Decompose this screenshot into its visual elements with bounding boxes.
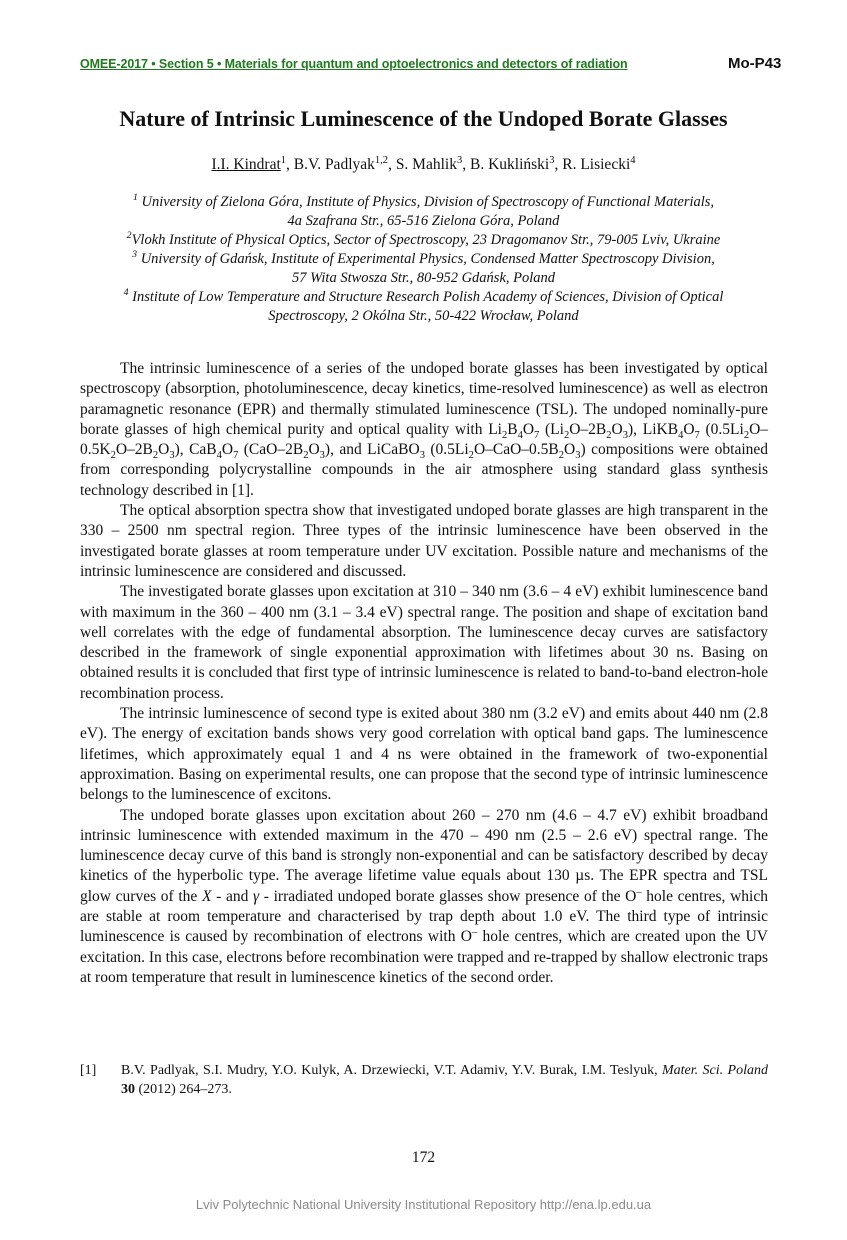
author-name: R. Lisiecki	[562, 156, 631, 173]
paragraph: The intrinsic luminescence of second type is exited about 380 nm (3.2 eV) and emits about 440 nm (2.8 eV). The energy of excitation bands shows very good correlation with optical band gaps. The luminescence lifetimes, which approximately equal 1 and 4 ns were obtained in the framework of two-exponential approximation. Basing on experimental results, one can propose that the second type of intrinsic luminescence belongs to the luminescence of excitons.	[80, 705, 768, 804]
repository-footer: Lviv Polytechnic National University Institutional Repository http://ena.lp.edu.ua	[195, 1197, 652, 1212]
chem-formula: $Li_2B_4O_7$ $(Li_2O-2B_2O_3)$	[488, 420, 634, 441]
affiliation-line: 4a Szafrana Str., 65-516 Zielona Góra, Poland	[287, 213, 560, 229]
affiliations	[70, 193, 777, 326]
author-list: I.I. Kindrat$^1$, B.V. Padlyak$^{1,2}$, S. Mahlik$^3$, B. Kukliński$^3$, R. Lisiecki$^4$	[211, 154, 636, 173]
page-number: 172	[411, 1149, 436, 1166]
author-name: I.I. Kindrat	[211, 156, 281, 173]
abstract-body	[80, 359, 768, 988]
affiliation-line: Spectroscopy, 2 Okólna Str., 50-422 Wrocław, Poland	[268, 308, 579, 324]
chem-formula: $LiKB_4O_7$ $(0.5Li_2O-0.5K_2O-2B_2O_3)$	[80, 420, 769, 462]
paragraph: The intrinsic luminescence of a series of the undoped borate glasses has been investigated by optical spectroscopy (absorption, photoluminescence, decay kinetics, time-resolved luminescence) as well as electron paramagnetic resonance (EPR) and thermally stimulated luminescence (TSL). The undoped nominally-pure borate glasses of high chemical purity and optical quality with $Li_2B_4O_7$ $(Li_2O-2B_2O_3)$, $LiKB_4O_7$ $(0.5Li_2O-0.5K_2O-2B_2O_3)$, $CaB_4O_7$ $(CaO-2B_2O_3)$, and LiCaBO$_3$ $(0.5Li_2O-CaO-0.5B_2O_3)$ compositions were obtained from corresponding polycrystalline compounds in the air atmosphere using standard glass synthesis technology described in [1].	[80, 360, 769, 499]
conference-header: OMEE-2017 • Section 5 • Materials for quantum and optoelectronics and detectors of radiation	[80, 57, 628, 71]
paragraph: The undoped borate glasses upon excitation about 260 – 270 nm (4.6 – 4.7 eV) exhibit broadband intrinsic luminescence with extended maximum in the 470 – 490 nm (2.5 – 2.6 eV) spectral range. The luminescence decay curve of this band is strongly non-exponential and can be satisfactory described by decay kinetics of the hyperbolic type. The average lifetime value equals about 130 µs. The EPR spectra and TSL glow curves of the X - and γ - irradiated undoped borate glasses show presence of the O– hole centres, which are stable at room temperature and characterised by trap depth about 1.0 eV. The third type of intrinsic luminescence is caused by recombination of electrons with O– hole centres, which are created upon the UV excitation. In this case, electrons before recombination were trapped and re-trapped by shallow electronic traps at room temperature that result in luminescence kinetics of the second order.	[80, 806, 768, 986]
affiliation-line: $^2$Vlokh Institute of Physical Optics, Sector of Spectroscopy, 23 Dragomanov Str., 79-005 Lviv, Ukraine	[126, 230, 721, 248]
chem-formula: $CaB_4O_7$ $(CaO-2B_2O_3)$	[189, 441, 331, 462]
affiliation-line: $^3$ University of Gdańsk, Institute of Experimental Physics, Condensed Matter Spectroscopy Division,	[132, 249, 715, 267]
author-name: B. Kukliński	[469, 156, 550, 173]
paragraph: The investigated borate glasses upon excitation at 310 – 340 nm (3.6 – 4 eV) exhibit luminescence band with maximum in the 360 – 400 nm (3.1 – 3.4 eV) spectral range. The position and shape of excitation band well correlates with the edge of fundamental absorption. The luminescence decay curves are satisfactory described in the framework of single exponential approximation with lifetimes about 30 ns. Basing on obtained results it is concluded that first type of intrinsic luminescence is related to band-to-band electron-hole recombination process.	[80, 583, 768, 702]
reference-number: [1]	[80, 1063, 97, 1078]
author-name: B.V. Padlyak	[293, 156, 375, 173]
paper-title: Nature of Intrinsic Luminescence of the Undoped Borate Glasses	[119, 106, 728, 131]
affiliation-line: $^4$ Institute of Low Temperature and Structure Research Polish Academy of Sciences, Division of Optical	[123, 287, 724, 305]
reference-text: B.V. Padlyak, S.I. Mudry, Y.O. Kulyk, A. Drzewiecki, V.T. Adamiv, Y.V. Burak, I.M. Teslyuk, Mater. Sci. Poland 30 (2012) 264–273.	[121, 1063, 768, 1097]
abstract-code: Mo-P43	[728, 55, 782, 72]
reference-list	[80, 1061, 768, 1099]
chem-formula: LiCaBO$_3$ $(0.5Li_2O-CaO-0.5B_2O_3)$	[367, 441, 586, 462]
author-name: S. Mahlik	[395, 156, 457, 173]
paragraph: The optical absorption spectra show that investigated undoped borate glasses are high transparent in the 330 – 2500 nm spectral region. Three types of the intrinsic luminescence have been observed in the investigated borate glasses at room temperature under UV excitation. Possible nature and mechanisms of the intrinsic luminescence are considered and discussed.	[80, 502, 768, 580]
affiliation-line: 57 Wita Stwosza Str., 80-952 Gdańsk, Poland	[291, 270, 556, 286]
affiliation-line: $^1$ University of Zielona Góra, Institute of Physics, Division of Spectroscopy of Functional Materials,	[132, 192, 715, 210]
